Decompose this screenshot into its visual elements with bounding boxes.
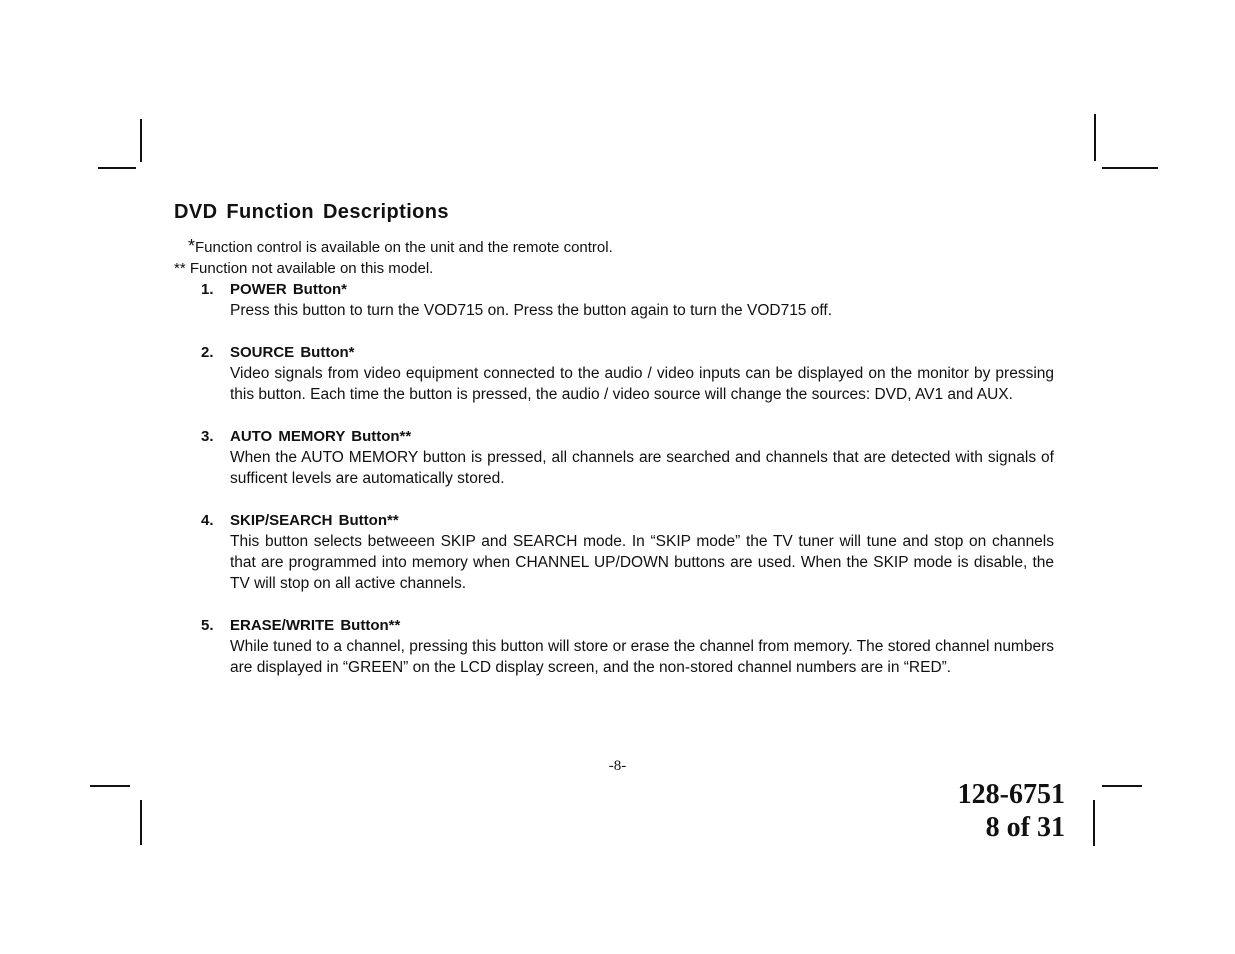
page-title: DVD Function Descriptions (174, 201, 449, 223)
item-heading: AUTO MEMORY Button** (230, 428, 412, 445)
function-item-power (174, 279, 1054, 321)
document-content (174, 198, 1054, 699)
item-heading: POWER Button* (230, 281, 347, 298)
item-description: While tuned to a channel, pressing this button will store or erase the channel from memory. The stored channel numbers are displayed in “GREEN” on the LCD display screen, and the non-stored channel numbers are in “RED”. (230, 638, 1054, 676)
item-number: 3. (201, 428, 214, 445)
function-item-erase-write (174, 615, 1054, 678)
crop-mark-bottom-right-vertical (1093, 800, 1095, 846)
item-heading: ERASE/WRITE Button** (230, 617, 401, 634)
crop-mark-top-right-horizontal (1102, 167, 1158, 169)
crop-mark-bottom-right-horizontal (1102, 785, 1142, 787)
function-item-skip-search (174, 510, 1054, 594)
double-star-note: ** Function not available on this model. (174, 260, 434, 277)
item-description: When the AUTO MEMORY button is pressed, all channels are searched and channels that are detected with signals of sufficent levels are automatically stored. (230, 449, 1054, 487)
star-note-symbol: * (188, 236, 196, 256)
function-item-source (174, 342, 1054, 405)
item-number: 1. (201, 281, 214, 298)
function-list (174, 279, 1054, 678)
item-number: 4. (201, 512, 214, 529)
crop-mark-top-left-horizontal (98, 167, 136, 169)
item-number: 2. (201, 344, 214, 361)
item-description: Press this button to turn the VOD715 on. Press the button again to turn the VOD715 off. (230, 302, 832, 319)
page-number: -8- (608, 758, 627, 774)
star-note-text: Function control is available on the unit and the remote control. (195, 239, 613, 256)
crop-mark-top-right-vertical (1094, 114, 1096, 161)
star-note (174, 236, 1054, 258)
item-description: This button selects betweeen SKIP and SEARCH mode. In “SKIP mode” the TV tuner will tune and stop on channels that are programmed into memory when CHANNEL UP/DOWN buttons are used. When the SKIP mode is disable, the TV will stop on all active channels. (230, 533, 1054, 592)
item-heading: SKIP/SEARCH Button** (230, 512, 399, 529)
item-description: Video signals from video equipment connected to the audio / video inputs can be displayed on the monitor by pressing this button. Each time the button is pressed, the audio / video source will change the sources: DVD, AV1 and AUX. (230, 365, 1054, 403)
function-item-auto-memory (174, 426, 1054, 489)
page-of-total: 8 of 31 (985, 812, 1065, 843)
item-heading: SOURCE Button* (230, 344, 355, 361)
crop-mark-bottom-left-horizontal (90, 785, 130, 787)
crop-mark-top-left-vertical (140, 119, 142, 162)
item-number: 5. (201, 617, 214, 634)
document-identifier (958, 778, 1065, 844)
crop-mark-bottom-left-vertical (140, 800, 142, 845)
document-number: 128-6751 (957, 779, 1065, 810)
